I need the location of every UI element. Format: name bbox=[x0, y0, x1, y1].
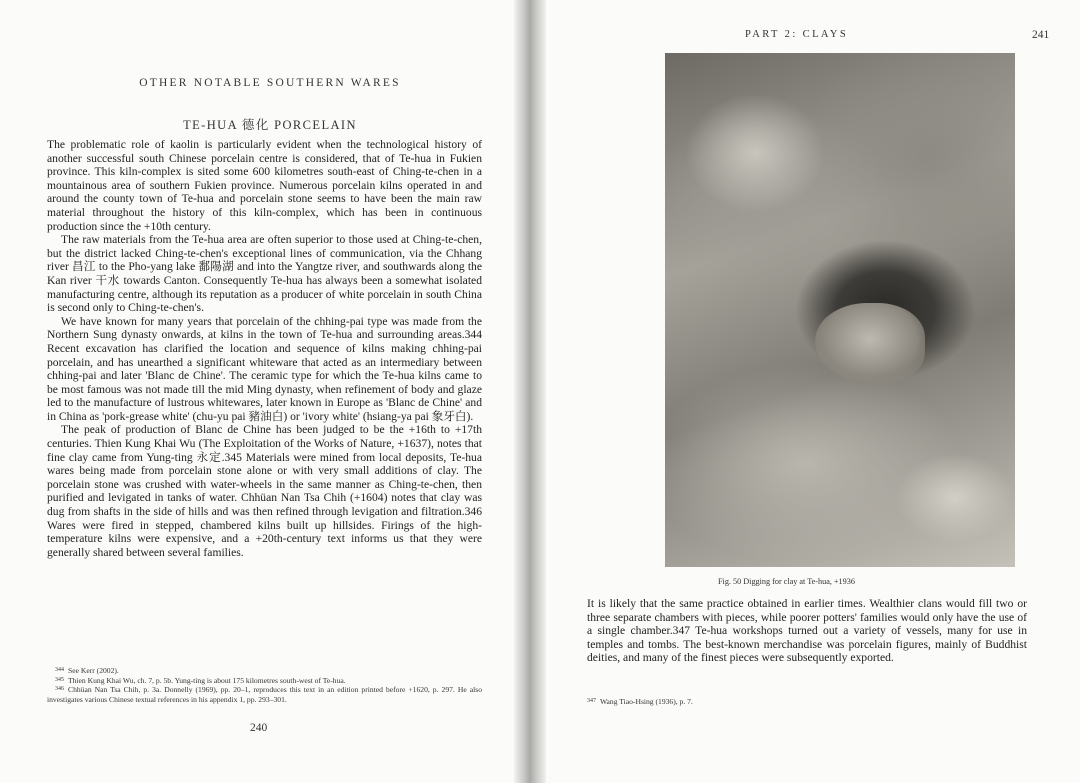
photo-rock bbox=[685, 93, 825, 213]
figure-photo bbox=[665, 53, 1015, 567]
footnote-345 bbox=[47, 676, 482, 686]
footnote-number: 346 bbox=[55, 686, 64, 693]
page-number: 240 bbox=[250, 722, 268, 734]
right-page bbox=[540, 0, 1080, 783]
figure-caption: Fig. 50 Digging for clay at Te-hua, +1936 bbox=[718, 577, 855, 586]
footnote-347 bbox=[587, 697, 1027, 707]
body-text bbox=[47, 138, 482, 559]
page-number: 241 bbox=[1032, 29, 1050, 41]
running-head: PART 2: CLAYS bbox=[745, 29, 849, 40]
footnote-number: 345 bbox=[55, 676, 64, 683]
footnote-text: Wang Tiao-Hsing (1936), p. 7. bbox=[600, 697, 693, 706]
photo-digger bbox=[815, 303, 925, 383]
chapter-title: OTHER NOTABLE SOUTHERN WARES bbox=[139, 77, 401, 89]
footnote-text: See Kerr (2002). bbox=[68, 666, 119, 675]
paragraph-4: The peak of production of Blanc de Chine has been judged to be the +16th to +17th centuries. Thien Kung Khai Wu (The Exploitation of the Works of Nature, +1637), notes that fine clay came from Yung-ting 永定.345 Materials were mined from local deposits, Te-hua wares being made from porcelain stone alone or with very small additions of clay. The porcelain stone was crushed with water-wheels in the same manner as Ching-te-chen, then purified and levigated in tanks of water. Chhüan Nan Tsa Chih (+1604) notes that clay was dug from shafts in the side of hills and was then refined through levigation and filtration.346 Wares were fired in stepped, chambered kilns built up hillsides. Firings of the high-temperature kilns were expensive, and a +20th-century text informs us that they were generally shared between several families. bbox=[47, 423, 482, 559]
footnote-text: Thien Kung Khai Wu, ch. 7, p. 5b. Yung-ting is about 175 kilometres south-west of Te-hua. bbox=[68, 675, 346, 685]
footnote-text: Chhüan Nan Tsa Chih, p. 3a. Donnelly (1969), pp. 20–1, reproduces this text in an edition printed before +1620, p. 297. He also investigates various Chinese textual references in his appendix 1, pp. 293–301. bbox=[47, 685, 482, 704]
section-title: TE-HUA 德化 PORCELAIN bbox=[183, 118, 357, 132]
paragraph-3: We have known for many years that porcelain of the chhing-pai type was made from the Northern Sung dynasty onwards, at kilns in the town of Te-hua and surrounding areas.344 Recent excavation has clarified the location and sequence of kilns making chhing-pai porcelain, and has unearthed a significant whiteware that acted as an intermediary between chhing-pai and later 'Blanc de Chine'. The ceramic type for which the Te-hua kilns came to be most famous was not made till the mid Ming dynasty, when refinement of body and glaze led to the manufacture of lustrous whitewares, later known in Europe as 'Blanc de Chine' and in China as 'pork-grease white' (chu-yu pai 豬油白) or 'ivory white' (hsiang-ya pai 象牙白). bbox=[47, 314, 482, 423]
footnote-number: 344 bbox=[55, 667, 64, 673]
paragraph-1: It is likely that the same practice obtained in earlier times. Wealthier clans would fill two or three separate chambers with pieces, while poorer potters' families would only have the use of a single chamber.347 Te-hua workshops turned out a variety of vessels, many for use in temples and tombs. The best-known merchandise was porcelain figures, mainly of Buddhist deities, and many of the finest pieces were subsequently exported. bbox=[587, 597, 1027, 665]
footnote-344 bbox=[47, 666, 482, 676]
paragraph-1: The problematic role of kaolin is particularly evident when the technological history of another successful south Chinese porcelain centre is considered, that of Te-hua in Fukien province. This kiln-complex is sited some 600 kilometres south-east of Ching-te-chen in a mountainous area of southern Fukien province. Numerous porcelain kilns operated in and around the county town of Te-hua and porcelain stone seems to have been the main raw material throughout the history of this kiln-complex, which has been in continuous production since the +10th century. bbox=[47, 138, 482, 233]
footnote-346 bbox=[47, 685, 482, 704]
paragraph-2: The raw materials from the Te-hua area are often superior to those used at Ching-te-chen, but the district lacked Ching-te-chen's exceptional lines of communication, via the Chhang river 昌江 to the Pho-yang lake 鄱陽湖 and into the Yangtze river, and southwards along the Kan river 干水 towards Canton. Consequently Te-hua has always been a somewhat isolated manufacturing centre, although its reputation as a producer of white porcelain in south China is second only to Ching-te-chen's. bbox=[47, 233, 482, 315]
footnote-number: 347 bbox=[587, 698, 596, 704]
body-text bbox=[587, 597, 1027, 665]
left-page bbox=[0, 0, 520, 783]
footnotes bbox=[47, 666, 482, 704]
photo-rock bbox=[895, 453, 1015, 543]
